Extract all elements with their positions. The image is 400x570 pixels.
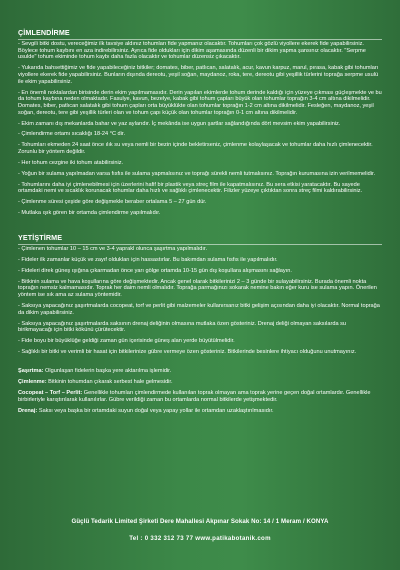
definition-term: Çimlenme: (18, 378, 47, 385)
paragraph: - Saksıya yapacağınız şaşırtmalarda saksının drenaj deliğinin olmasına mutlaka özen gösteriniz. Drenaj deliği olmayan saksılarda su birikmayacağı için bitki kökünü çürütecektir. (18, 320, 347, 334)
paragraph: - En önemli noktalardan birisinde derin ekim yapılmamasıdır. Derin yapılan ekimlerde tohum derinde kaldığı için yüzeye çıkması güçleşmekte ve bu da tohum kaybına neden olmaktadır. Fasulye, kavun, bezelye, kabak gibi tohum çapları büyük olan tohumlar toprağın 3-4 cm altına dikilmelidir. Domates, biber, patlıcan salatalık gibi tohum çapları orta büyüklükte olan tohumlar toprağın 1-2 cm altına dikilmelidir. Fesleğen, maydanoz, yeşil soğan, dereotu, tere gibi yeşillik türleri olan ve tohum çapı küçük olan tohumlar toprağın 0-1 cm altına dikilmelidir. (18, 89, 382, 116)
definition-term: Cocopeat – Torf – Perlit: (18, 390, 83, 397)
section-yetistirme (18, 233, 382, 356)
definition-text: Saksı veya başka bir ortamdaki suyun doğal veya yapay yollar ile ortamdan uzaklaştırılmasıdır. (37, 408, 274, 415)
definition-item (18, 368, 382, 375)
definition-term: Drenaj: (18, 408, 38, 415)
section-title: YETİŞTİRME (18, 233, 382, 245)
paragraph: - Yukarıda bahsettiğimiz ve fide yapabileceğiniz bitkiler; domates, biber, patlıcan, salatalık, acur, kavun karpuz, marul, pırasa, kabak gibi tohumları viyollere ekerek fide yapabilirsiniz. Bunların dışında dereotu, yeşil soğan, maydanoz, roka, tere, dereotu gibi yeşillik türlerini toprağa serpme usulü ile ekim yapabilirsiniz. (18, 65, 379, 85)
definition-text: Bitkinin tohumdan çıkarak serbest hale gelmesidir. (46, 378, 173, 385)
footer-contact: Tel : 0 332 312 73 77 www.patikabotanik.com (129, 535, 271, 542)
paragraph: - Fideleri direk güneş ışığına çıkarmadan önce yarı gölge ortamda 10-15 gün dış koşullara alışmasını sağlayın. (18, 267, 292, 274)
paragraph: - Çimlenen tohumlar 10 – 15 cm ve 3-4 yaprakl olunca şaşırtma yapılmalıdır. (18, 245, 208, 252)
paragraph: - Tohumlarını daha iyi çimlenebilmesi için üzerlerini hafif bir plastik veya streç film ile kapatmalısınız. Bu sera etkisi yaratacaktır. Bu sayede ortamdaki nemi ve sıcaklık korunacak tohumlar daha hızlı ve sağlıklı çimlenecektir. Filizler yüzeye çıktıktan sonra streç filmi kaldırabilirsiniz. (18, 181, 363, 195)
definitions (18, 368, 382, 415)
definition-text: Genellikle tohumları çimlendirmede kullanılan toprak olmayan ama toprak yerine geçen doğal ortamlardır. Genellikle birbirleriyle karıştırılarak kullanılırlar. Gübre verildiği zaman bu ortamlarda normal bitkilerde yetişmektedir. (18, 390, 371, 403)
paragraph: - Saksıya yapacağınız şaşırtmalarda cocopeat, torf ve perlit gibi malzemeler kullanırsanız bitki gelişim açısından daha iyi olacaktır. Normal toprağa da dikim yapabilirsiniz. (18, 302, 380, 316)
section-title: ÇİMLENDİRME (18, 28, 382, 40)
definition-item (18, 390, 382, 403)
paragraph: - Tohumları ekmeden 24 saat önce ılık su veya nemli bir bezin içinde bekletirseniz, çimlenme kolaylaşacak ve tohumlar daha hızlı çimlenecektir. Zorunlu bir yöntem değildir. (18, 142, 373, 156)
paragraph: - Her tohum cezgine iki tohum atabilirsiniz. (18, 159, 124, 166)
definition-term: Şaşırtma: (18, 367, 44, 374)
paragraph: - Bitkinin sulama ve hava koşullarına göre değişmektedir. Ancak genel olarak bitkilerinizi 2 – 3 günde bir sulayabilirsiniz. Burada önemli nokta toprağın nemsiz kalmamasıdır. Toprak her daim nemli olmalıdır. Toprağa parmağınızı sokarak nemine bakın eğer kuru ise sulama yapın. Önerilen yöntem ise sık ama az sulama yöntemidir. (18, 278, 377, 299)
section-items (18, 246, 382, 356)
section-items (18, 41, 382, 217)
paragraph: - Çimlenme süresi çeşide göre değişmekle beraber ortalama 5 – 27 gün dür. (18, 199, 207, 206)
definition-text: Olgunlaşan fidelerin başka yere aktarılma işlemidir. (43, 367, 172, 374)
paragraph: - Çimlendirme ortamı sıcaklığı 18-24 °C dir. (18, 131, 125, 138)
paragraph: - Mutlaka ışık gören bir ortamda çimlendirme yapılmalıdır. (18, 210, 161, 217)
paragraph: - Ekim zamanı dış mekanlarda bahar ve yaz aylarıdır. İç mekânda ise uygun şartlar sağlandığında dört mevsim ekim yapabilirsiniz. (18, 120, 341, 127)
definition-item (18, 379, 382, 386)
footer-address: Güçlü Tedarik Limited Şirketi Dere Mahallesi Akpınar Sokak No: 14 / 1 Meram / KONYA (71, 518, 329, 525)
paragraph: - Yoğun bir sulama yapılmadan varsa fısfıs ile sulama yapmalısınız ve toprağı sürekli nemli tutmalısınız. Toprağın kurumasına izin verilmemelidir. (18, 170, 376, 177)
definition-item (18, 408, 382, 415)
paragraph: - Fide boyu bir büyüklüğe geldiği zaman gün içerisinde güneş alan yerde büyütülmelidir. (18, 338, 235, 345)
paragraph: - Fideler ilk zamanlar küçük ve zayıf oldukları için hassastırlar. Bu bakımdan sulama fısfıs ile yapılmalıdır. (18, 256, 278, 263)
paragraph: - Sağlıklı bir bitki ve verimli bir hasat için bitkilerinize gübre vermeye özen gösteriniz. Bitkilerinde besinlere ihtiyacı olduğunu unutmayınız. (18, 348, 357, 355)
section-cimlendirme (18, 28, 382, 217)
paragraph: - Sevgili bitki dostu, vereceğimiz ilk tavsiye aldınız tohumları fide yapmanız olacaktır. Tohumları çok gözlü viyollere ekerek fide yapabilirsiniz. Böylece tohum kaybını en aza indirebilirsiniz. Ayrıca fide oldukları için dikim aşamasında düzenli bir dikim yapma şansınız olacaktır. "Serpme usulde" tohum ekiminde tohum kaybı daha fazla olacaktır ve tohumlar düzensiz çıkacaktır. (18, 41, 366, 61)
